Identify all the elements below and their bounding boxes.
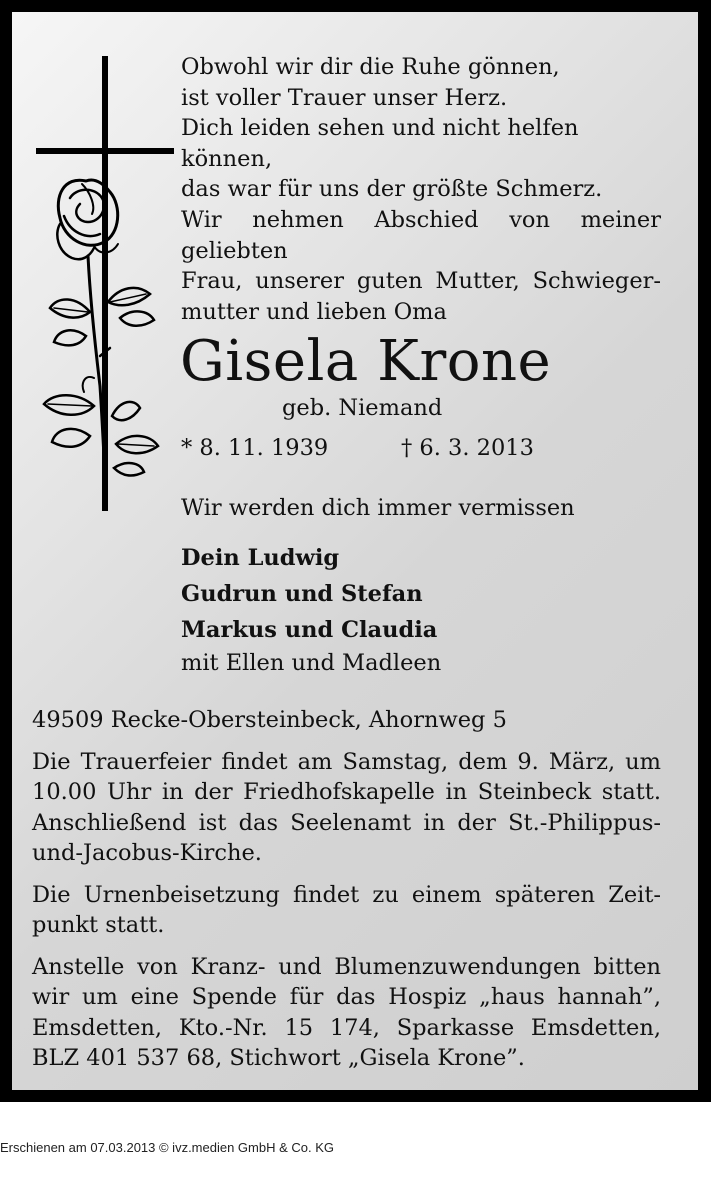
mourner-grandchildren: mit Ellen und Madleen [181,650,442,676]
mourner: Dein Ludwig [181,545,340,571]
urn-info: Die Urnenbeisetzung findet zu einem späteren Zeit- punkt statt. [32,881,661,938]
intro-line: Frau, unserer guten Mutter, Schwieger- [181,268,661,294]
intro-line: Wir nehmen Abschied von meiner geliebten [181,207,661,264]
birth-date: * 8. 11. 1939 [181,435,329,461]
poem-line: Obwohl wir dir die Ruhe gönnen, [181,54,560,80]
miss-text: Wir werden dich immer vermissen [181,495,575,521]
poem-line: das war für uns der größte Schmerz. [181,176,603,202]
obituary-card [12,12,698,1090]
intro-line: mutter und lieben Oma [181,298,447,325]
poem-line: Dich leiden sehen und nicht helfen können, [181,115,579,172]
address: 49509 Recke-Obersteinbeck, Ahornweg 5 [32,707,507,733]
cross-with-rose-icon [24,56,174,526]
poem-line: ist voller Trauer unser Herz. [181,84,508,111]
mourners-list [181,540,441,678]
publication-footer: Erschienen am 07.03.2013 © ivz.medien GmbH & Co. KG [0,1140,335,1155]
death-date: † 6. 3. 2013 [401,435,534,461]
mourner: Gudrun und Stefan [181,581,423,607]
donation-info: Anstelle von Kranz- und Blumenzuwendungen bitten wir um eine Spende für das Hospiz „haus hannah”, Emsdetten, Kto.-Nr. 15 174, Sparkasse Emsdetten, BLZ 401 537 68, Stichwort „Gisela Krone”. [32,953,661,1071]
deceased-name: Gisela Krone [180,329,552,394]
mourner: Markus und Claudia [181,617,438,643]
life-dates [181,433,541,463]
birth-name: geb. Niemand [282,395,443,421]
farewell-intro [181,205,661,327]
poem [181,52,661,205]
notice-details [32,705,661,1085]
funeral-info: Die Trauerfeier findet am Samstag, dem 9. März, um 10.00 Uhr in der Friedhofskapelle in Steinbeck statt. Anschließend ist das Seelenamt in der St.-Philippus- und-Jacobus-Kirche. [32,748,661,866]
